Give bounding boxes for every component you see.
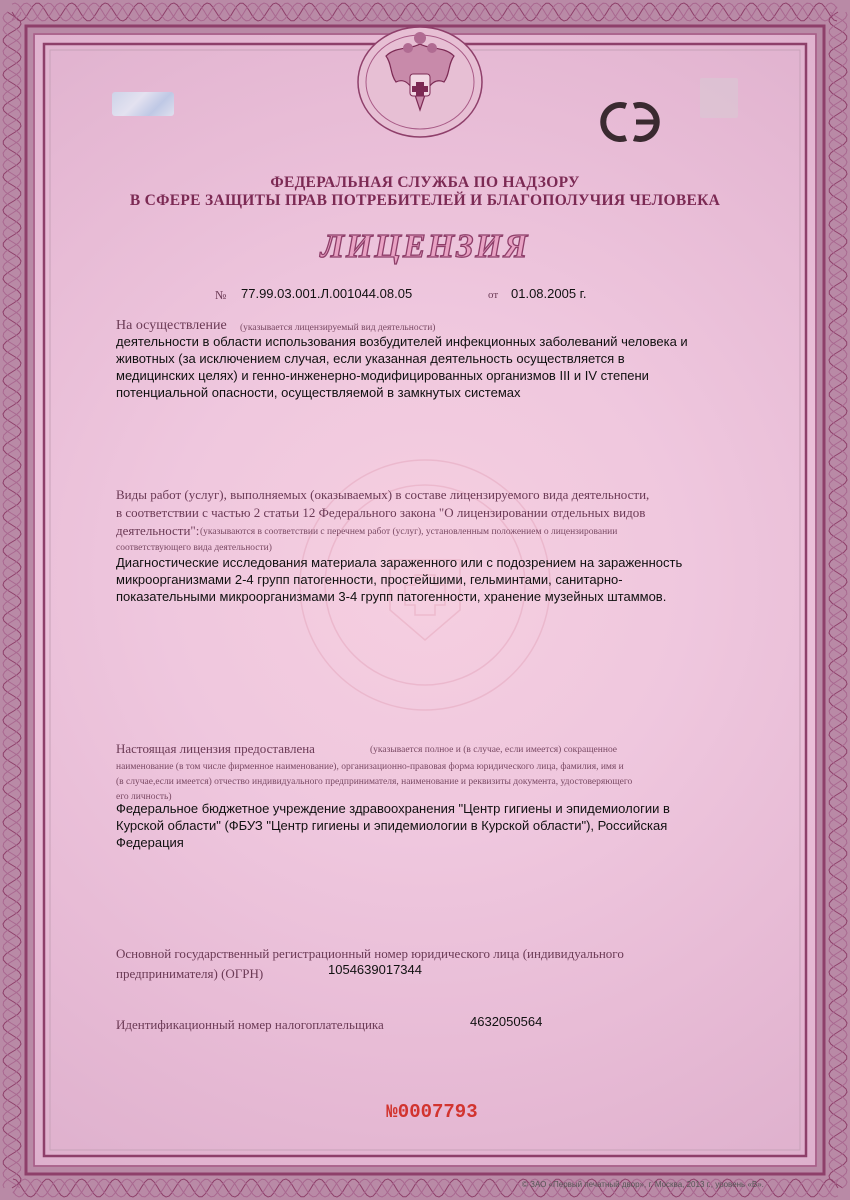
document-title-text: ЛИЦЕНЗИЯ — [320, 228, 530, 265]
licensee-label: Настоящая лицензия предоставлена — [116, 741, 315, 756]
stamp-mark — [700, 78, 738, 118]
licensee-line: Курской области" (ФБУЗ "Центр гигиены и эпидемиологии в Курской области"), Российская — [116, 818, 668, 833]
licensee-hint-line: его личность) — [116, 792, 172, 802]
works-label-line: деятельности": — [116, 523, 200, 538]
licensee-line: Федерация — [116, 835, 184, 850]
licensee-hint-line: (указывается полное и (в случае, если имеется) сокращенное — [370, 745, 618, 755]
serial-number — [362, 1098, 502, 1122]
works-line: Диагностические исследования материала зараженного или с подозрением на зараженность — [116, 555, 683, 570]
serial-number-text: №0007793 — [386, 1101, 478, 1122]
license-number: 77.99.03.001.Л.001044.08.05 — [241, 286, 413, 301]
works-line: показательными микроорганизмами 3-4 групп патогенности, хранение музейных штаммов. — [116, 589, 667, 604]
hologram-sticker — [112, 92, 174, 116]
document-title — [290, 225, 560, 265]
activity-label: На осуществление — [116, 318, 227, 333]
number-prefix: № — [215, 288, 227, 302]
licensee-line: Федеральное бюджетное учреждение здравоохранения "Центр гигиены и эпидемиологии в — [116, 801, 670, 816]
activity-line: животных (за исключением случая, если указанная деятельность осуществляется в — [116, 351, 625, 366]
works-label-line: в соответствии с частью 2 статьи 12 Федерального закона "О лицензировании отдельных видов — [116, 505, 646, 520]
inn-value: 4632050564 — [470, 1014, 543, 1029]
works-hint-line: (указываются в соответствии с перечнем работ (услуг), установленным положением о лицензировании — [200, 527, 618, 537]
printer-imprint: © ЗАО «Первый печатный двор», г. Москва, 2013 г., уровень «В». — [522, 1180, 764, 1189]
agency-name-line1: ФЕДЕРАЛЬНАЯ СЛУЖБА ПО НАДЗОРУ — [270, 174, 580, 191]
activity-line: потенциальной опасности, осуществляемой в замкнутых системах — [116, 385, 521, 400]
ogrn-label-line1: Основной государственный регистрационный номер юридического лица (индивидуального — [116, 946, 624, 961]
works-line: микроорганизмами 2-4 групп патогенности, простейшими, гельминтами, санитарно- — [116, 572, 623, 587]
agency-name-line2: В СФЕРЕ ЗАЩИТЫ ПРАВ ПОТРЕБИТЕЛЕЙ И БЛАГОПОЛУЧИЯ ЧЕЛОВЕКА — [129, 192, 721, 209]
ce-logo-icon — [596, 98, 668, 146]
works-label-line: Виды работ (услуг), выполняемых (оказываемых) в составе лицензируемого вида деятельности, — [116, 487, 650, 502]
ogrn-value: 1054639017344 — [328, 962, 422, 977]
license-date: 01.08.2005 г. — [511, 286, 587, 301]
coat-of-arms-emblem — [350, 22, 490, 142]
date-prefix: от — [488, 289, 499, 301]
licensee-hint-line: наименование (в том числе фирменное наименование), организационно-правовая форма юридического лица, фамилия, имя и — [116, 762, 624, 772]
works-hint-line: соответствующего вида деятельности) — [116, 543, 272, 553]
inn-label: Идентификационный номер налогоплательщика — [116, 1017, 384, 1032]
activity-line: медицинских целях) и генно-инженерно-модифицированных организмов III и IV степени — [116, 368, 649, 383]
activity-hint: (указывается лицензируемый вид деятельности) — [240, 323, 436, 333]
ogrn-label-line2: предпринимателя) (ОГРН) — [116, 966, 264, 981]
activity-line: деятельности в области использования возбудителей инфекционных заболеваний человека и — [116, 334, 688, 349]
licensee-hint-line: (в случае,если имеется) отчество индивидуального предпринимателя, наименование и реквизиты документа, удостоверяющего — [116, 777, 633, 787]
